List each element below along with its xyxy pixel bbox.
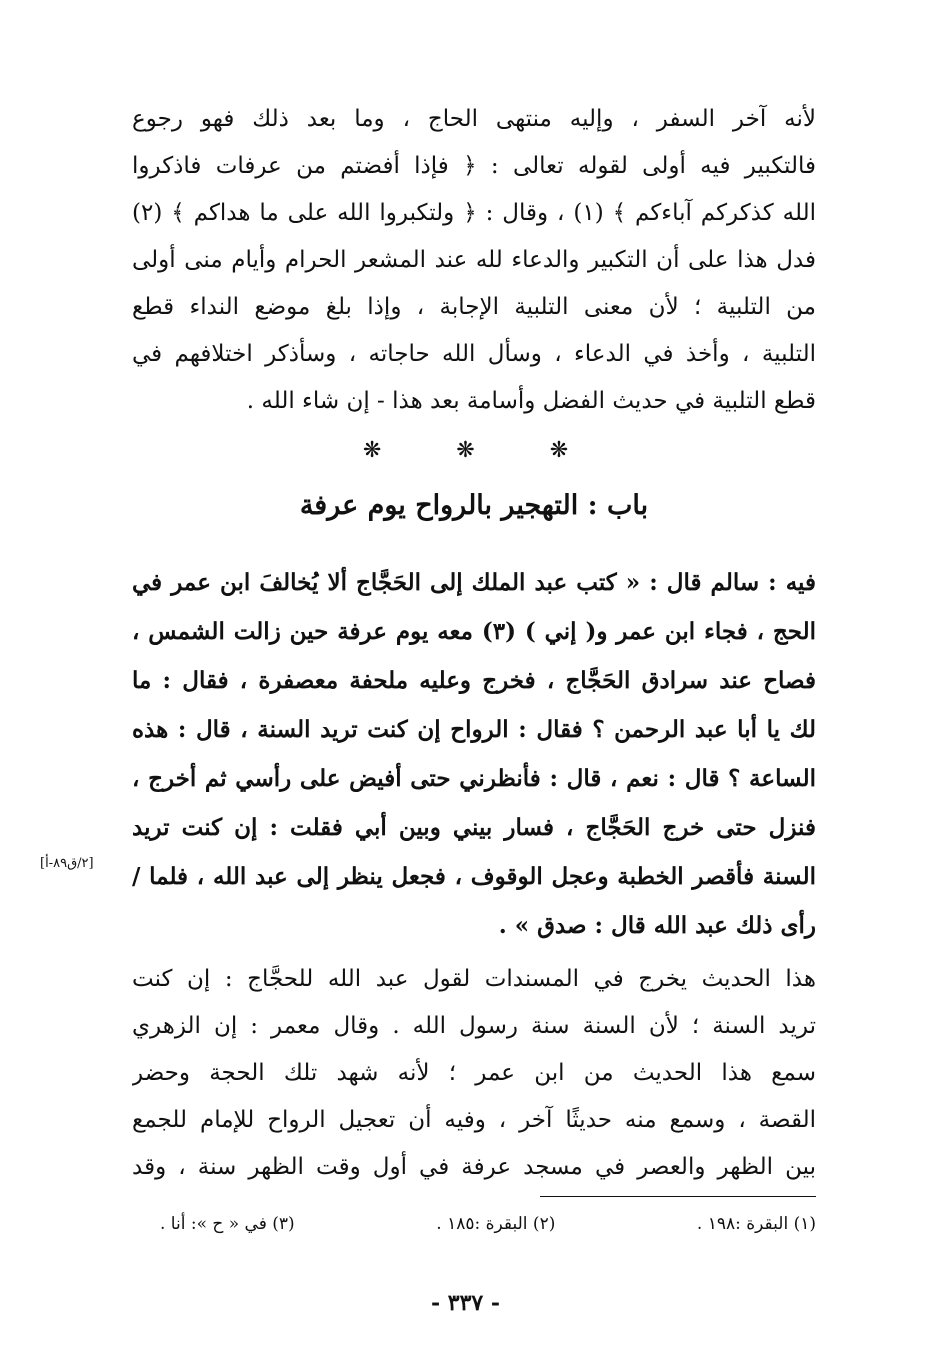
text-line: فصاح عند سرادق الحَجَّاج ، فخرج وعليه ملحفة معصفرة ، فقال : ما	[132, 667, 816, 694]
text-line: قطع التلبية في حديث الفضل وأسامة بعد هذا - إن شاء الله .	[246, 388, 816, 414]
text-line: لأنه آخر السفر ، وإليه منتهى الحاج ، وما بعد ذلك فهو رجوع	[132, 106, 816, 132]
text-line: فيه : سالم قال : « كتب عبد الملك إلى الحَجَّاج ألا يُخالفَ ابن عمر في	[132, 569, 816, 596]
text-line: فدل هذا على أن التكبير والدعاء لله عند المشعر الحرام وأيام منى أولى	[132, 247, 816, 273]
hadith-paragraph	[132, 558, 816, 950]
star-ornament-icon: ❋	[456, 438, 475, 463]
chapter-title: باب : التهجير بالرواح يوم عرفة	[299, 490, 649, 521]
text-line: بين الظهر والعصر في مسجد عرفة في أول وقت الظهر سنة ، وقد	[132, 1154, 816, 1180]
text-line: سمع هذا الحديث من ابن عمر ؛ لأنه شهد تلك الحجة وحضر	[132, 1060, 816, 1086]
text-line: الساعة ؟ قال : نعم ، قال : فأنظرني حتى أفيض على رأسي ثم أخرج ،	[132, 765, 816, 792]
text-line: الحج ، فجاء ابن عمر و( إني ) (٣) معه يوم عرفة حين زالت الشمس ،	[132, 618, 816, 645]
footnote-divider	[540, 1196, 816, 1197]
text-line: فالتكبير فيه أولى لقوله تعالى : ﴿ فإذا أفضتم من عرفات فاذكروا	[132, 153, 816, 179]
footnote: (٢) البقرة :١٨٥ .	[436, 1214, 556, 1234]
manuscript-folio-reference: [٢/ق٨٩-أ]	[40, 856, 94, 871]
star-ornament-icon: ❋	[362, 438, 382, 463]
text-line: فنزل حتى خرج الحَجَّاج ، فسار بيني وبين أبي فقلت : إن كنت تريد	[132, 814, 816, 841]
text-line: هذا الحديث يخرج في المسندات لقول عبد الله للحجَّاج : إن كنت	[132, 966, 816, 992]
text-line: السنة فأقصر الخطبة وعجل الوقوف ، فجعل ينظر إلى عبد الله ، فلما /	[132, 863, 816, 890]
text-line: الله كذكركم آباءكم ﴾ (١) ، وقال : ﴿ ولتكبروا الله على ما هداكم ﴾ (٢)	[132, 200, 816, 226]
text-line: لك يا أبا عبد الرحمن ؟ فقال : الرواح إن كنت تريد السنة ، قال : هذه	[132, 716, 816, 743]
text-line: من التلبية ؛ لأن معنى التلبية الإجابة ، وإذا بلغ موضع النداء قطع	[132, 294, 816, 320]
star-ornament-icon: ❋	[549, 438, 569, 463]
text-line: القصة ، وسمع منه حديثًا آخر ، وفيه أن تعجيل الرواح للإمام للجمع	[132, 1107, 816, 1133]
text-line: تريد السنة ؛ لأن السنة سنة رسول الله . وقال معمر : إن الزهري	[132, 1013, 816, 1039]
section-separator	[0, 438, 931, 463]
intro-paragraph	[132, 96, 816, 425]
text-line: رأى ذلك عبد الله قال : صدق » .	[498, 912, 816, 939]
page-number: - ٣٣٧ -	[430, 1290, 501, 1316]
footnote: (١) البقرة :١٩٨ .	[696, 1214, 816, 1234]
footnotes	[160, 1214, 816, 1234]
text-line: التلبية ، وأخذ في الدعاء ، وسأل الله حاجاته ، وسأذكر اختلافهم في	[132, 341, 816, 367]
commentary-paragraph	[132, 956, 816, 1191]
footnote: (٣) في « ح »: أنا .	[160, 1214, 295, 1234]
